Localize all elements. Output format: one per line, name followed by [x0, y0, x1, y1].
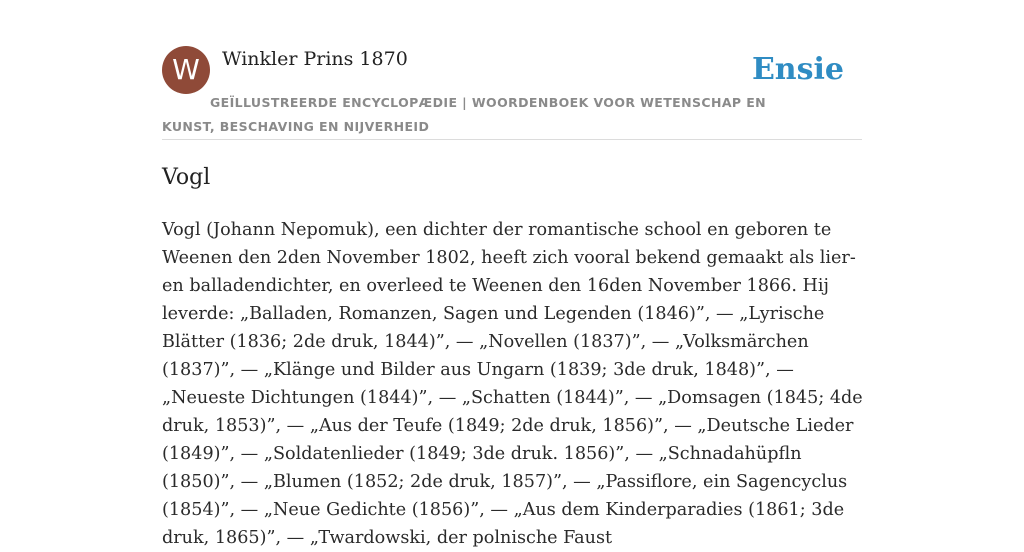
- article-body: Vogl (Johann Nepomuk), een dichter der romantische school en geboren te Weenen den 2den November 1802, heeft zich vooral bekend gemaakt als lier- en balladendichter, en overleed te Weenen den 16den November 1866. Hij leverde: „Balladen, Romanzen, Sagen und Legenden (1846)”, — „Lyrische Blätter (1836; 2de druk, 1844)”, — „Novellen (1837)”, — „Volksmärchen (1837)”, — „Klänge und Bilder aus Ungarn (1839; 3de druk, 1848)”, — „Neueste Dichtungen (1844)”, — „Schatten (1844)”, — „Domsagen (1845; 4de druk, 1853)”, — „Aus der Teufe (1849; 2de druk, 1856)”, — „Deutsche Lieder (1849)”, — „Soldatenlieder (1849; 3de druk. 1856)”, — „Schnadahüpfln (1850)”, — „Blumen (1852; 2de druk, 1857)”, — „Passiflore, ein Sagencyclus (1854)”, — „Neue Gedichte (1856)”, — „Aus dem Kinderparadies (1861; 3de druk, 1865)”, — „Twardowski, der polnische Faust: [162, 220, 863, 548]
- source-avatar[interactable]: W: [162, 46, 210, 94]
- source-header: [162, 46, 862, 140]
- ensie-logo[interactable]: Ensie: [751, 52, 844, 87]
- source-title-link[interactable]: Winkler Prins 1870: [222, 48, 408, 70]
- source-subtitle: GEÏLLUSTREERDE ENCYCLOPÆDIE | WOORDENBOEK VOOR WETENSCHAP EN KUNST, BESCHAVING EN NIJVERHEID: [162, 95, 767, 134]
- article-title: Vogl: [162, 165, 211, 190]
